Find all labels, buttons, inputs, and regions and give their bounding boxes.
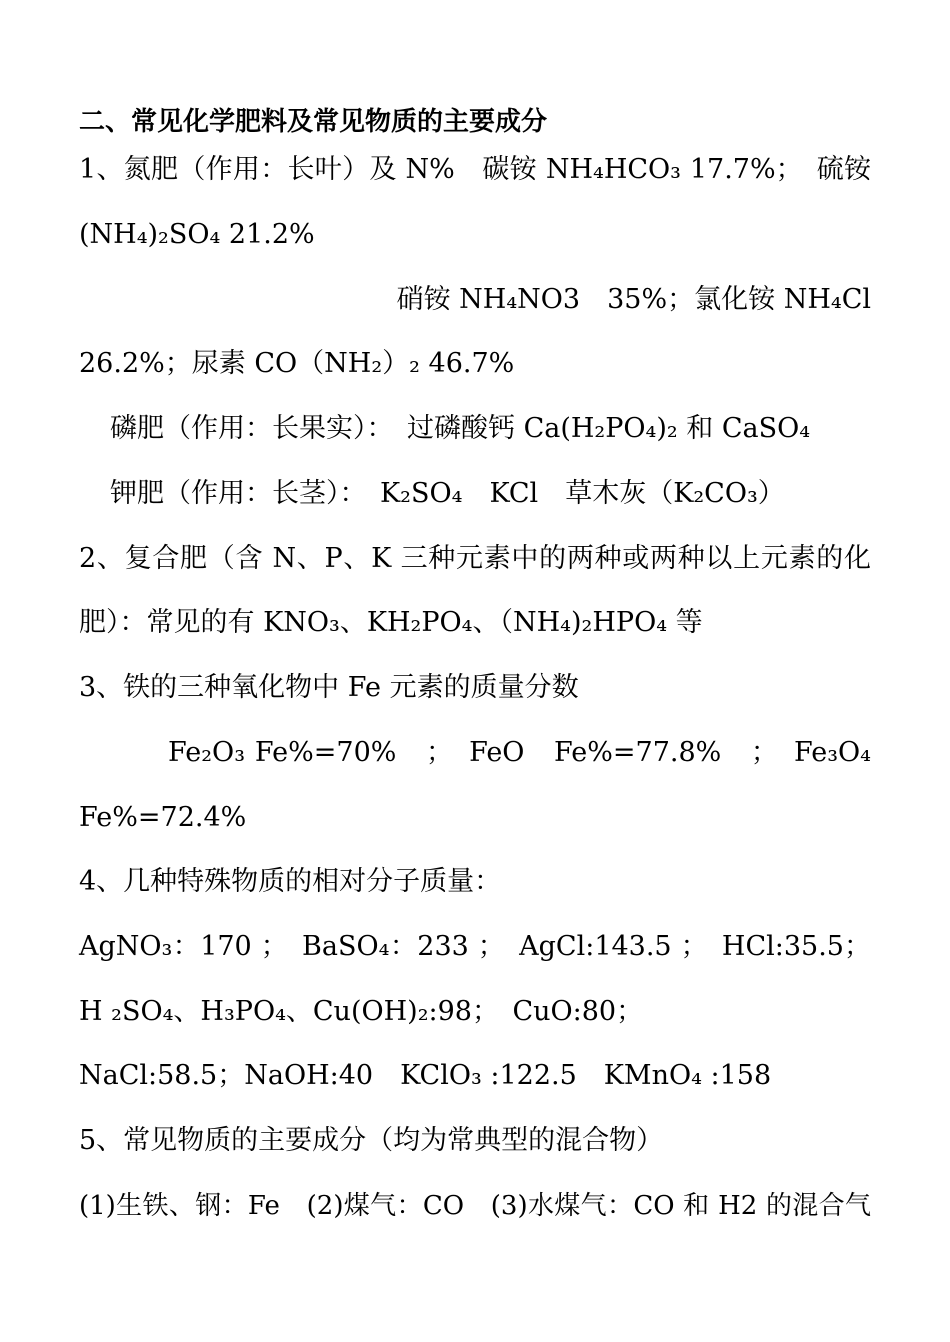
section-heading: 二、常见化学肥料及常见物质的主要成分: [79, 107, 548, 137]
text-line: 26.2%；尿素 CO（NH₂）₂ 46.7%: [79, 348, 515, 379]
text-line: 5、常见物质的主要成分（均为常典型的混合物）: [79, 1125, 664, 1156]
text-line: (1)生铁、钢：Fe (2)煤气：CO (3)水煤气：CO 和 H2 的混合气: [79, 1191, 871, 1221]
text-line: Fe%=72.4%: [79, 802, 247, 833]
text-line: 硝铵 NH₄NO3 35%；氯化铵 NH₄Cl: [396, 284, 871, 315]
text-line: 4、几种特殊物质的相对分子质量：: [79, 866, 502, 897]
text-line: 磷肥（作用：长果实）： 过磷酸钙 Ca(H₂PO₄)₂ 和 CaSO₄: [110, 413, 811, 444]
text-line: Fe₂O₃ Fe%=70% ； FeO Fe%=77.8% ； Fe₃O₄: [168, 737, 871, 768]
text-line: 1、氮肥（作用：长叶）及 N% 碳铵 NH₄HCO₃ 17.7%； 硫铵: [79, 154, 871, 185]
text-line: 2、复合肥（含 N、P、K 三种元素中的两种或两种以上元素的化: [79, 543, 871, 574]
text-line: (NH₄)₂SO₄ 21.2%: [79, 219, 315, 250]
text-line: 3、铁的三种氧化物中 Fe 元素的质量分数: [79, 672, 579, 703]
text-line: H ₂SO₄、H₃PO₄、Cu(OH)₂:98； CuO:80；: [79, 996, 644, 1027]
text-line: AgNO₃：170 ； BaSO₄：233 ； AgCl:143.5 ； HCl:35.5；: [79, 931, 871, 962]
text-line: NaCl:58.5；NaOH:40 KClO₃ :122.5 KMnO₄ :158: [79, 1060, 772, 1091]
text-line: 钾肥（作用：长茎）： K₂SO₄ KCl 草木灰（K₂CO₃）: [110, 478, 785, 509]
text-line: 肥）：常见的有 KNO₃、KH₂PO₄、（NH₄)₂HPO₄ 等: [79, 607, 703, 638]
